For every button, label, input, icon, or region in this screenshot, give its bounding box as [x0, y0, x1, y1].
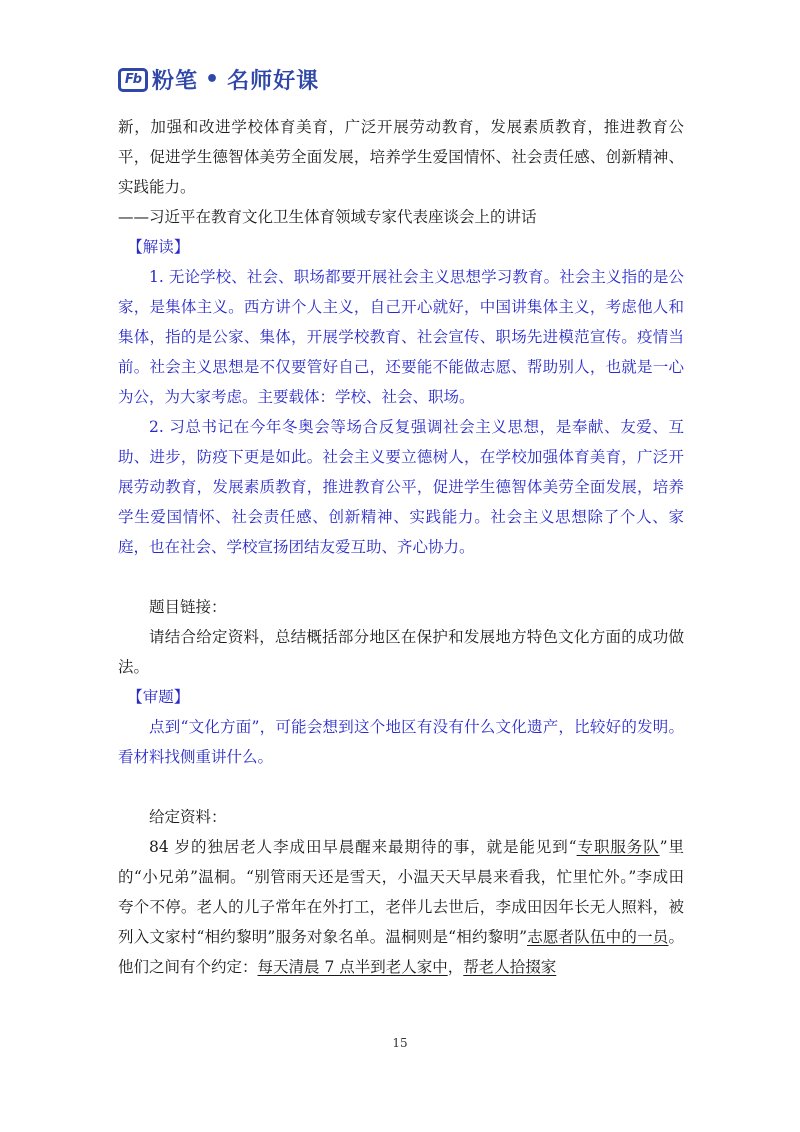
page-number: 15	[392, 1036, 408, 1050]
underlined-phrase: 专职服务队	[576, 838, 660, 856]
review-text: 点到“文化方面”，可能会想到这个地区有没有什么文化遗产，比较好的发明。看材料找侧重讲什么。	[118, 718, 684, 766]
quote-attribution: ——习近平在教育文化卫生体育领域专家代表座谈会上的讲话	[118, 208, 537, 226]
material-text: ”里的“小兄弟”温桐。“别管雨天还是雪天，小温天天早晨来看我，忙里忙外。”李成田夸个不停。老人的儿子常年在外打工，老伴儿去世后，李成田因年长无人照料，被列入文家村“相约黎明”服务对象名单。温桐则是“相约黎明”	[118, 838, 684, 946]
material-text: ，	[447, 958, 464, 976]
material-text: 。他们之间有个约定：	[118, 928, 684, 976]
interpretation-label: 【解读】	[127, 238, 190, 256]
brand-tagline: 名师好课	[227, 69, 320, 94]
section-spacer	[118, 772, 684, 802]
material-label: 给定资料：	[149, 808, 227, 826]
material-paragraph	[118, 832, 684, 982]
underlined-phrase: 帮老人拾掇家	[463, 958, 557, 976]
brand-logo	[118, 64, 319, 95]
question-label: 题目链接：	[149, 598, 227, 616]
quote-text: 新，加强和改进学校体育美育，广泛开展劳动教育，发展素质教育，推进教育公平，促进学生德智体美劳全面发展，培养学生爱国情怀、社会责任感、创新精神、实践能力。	[118, 118, 684, 196]
interpretation-point-2: 2. 习总书记在今年冬奥会等场合反复强调社会主义思想，是奉献、友爱、互助、进步，防疫下更是如此。社会主义要立德树人，在学校加强体育美育，广泛开展劳动教育，发展素质教育，推进教育公平，促进学生德智体美劳全面发展，培养学生爱国情怀、社会责任感、创新精神、实践能力。社会主义思想除了个人、家庭，也在社会、学校宣扬团结友爱互助、齐心协力。	[118, 418, 684, 556]
brand-separator-dot: •	[205, 67, 221, 92]
fenbi-logo-icon: Fb	[118, 68, 148, 92]
interpretation-point-1: 1. 无论学校、社会、职场都要开展社会主义思想学习教育。社会主义指的是公家，是集体主义。西方讲个人主义，自己开心就好，中国讲集体主义，考虑他人和集体，指的是公家、集体，开展学校教育、社会宣传、职场先进模范宣传。疫情当前。社会主义思想是不仅要管好自己，还要能不能做志愿、帮助别人，也就是一心为公，为大家考虑。主要载体：学校、社会、职场。	[118, 268, 684, 406]
question-text: 请结合给定资料，总结概括部分地区在保护和发展地方特色文化方面的成功做法。	[118, 628, 684, 676]
brand-name: 粉笔	[152, 69, 199, 94]
section-spacer	[118, 562, 684, 592]
material-text: 84 岁的独居老人李成田早晨醒来最期待的事，就是能见到“	[149, 838, 577, 856]
underlined-phrase: 志愿者队伍中的一员	[527, 928, 669, 946]
review-label: 【审题】	[127, 688, 190, 706]
document-body	[118, 112, 684, 982]
underlined-phrase: 每天清晨 7 点半到老人家中	[257, 958, 448, 976]
